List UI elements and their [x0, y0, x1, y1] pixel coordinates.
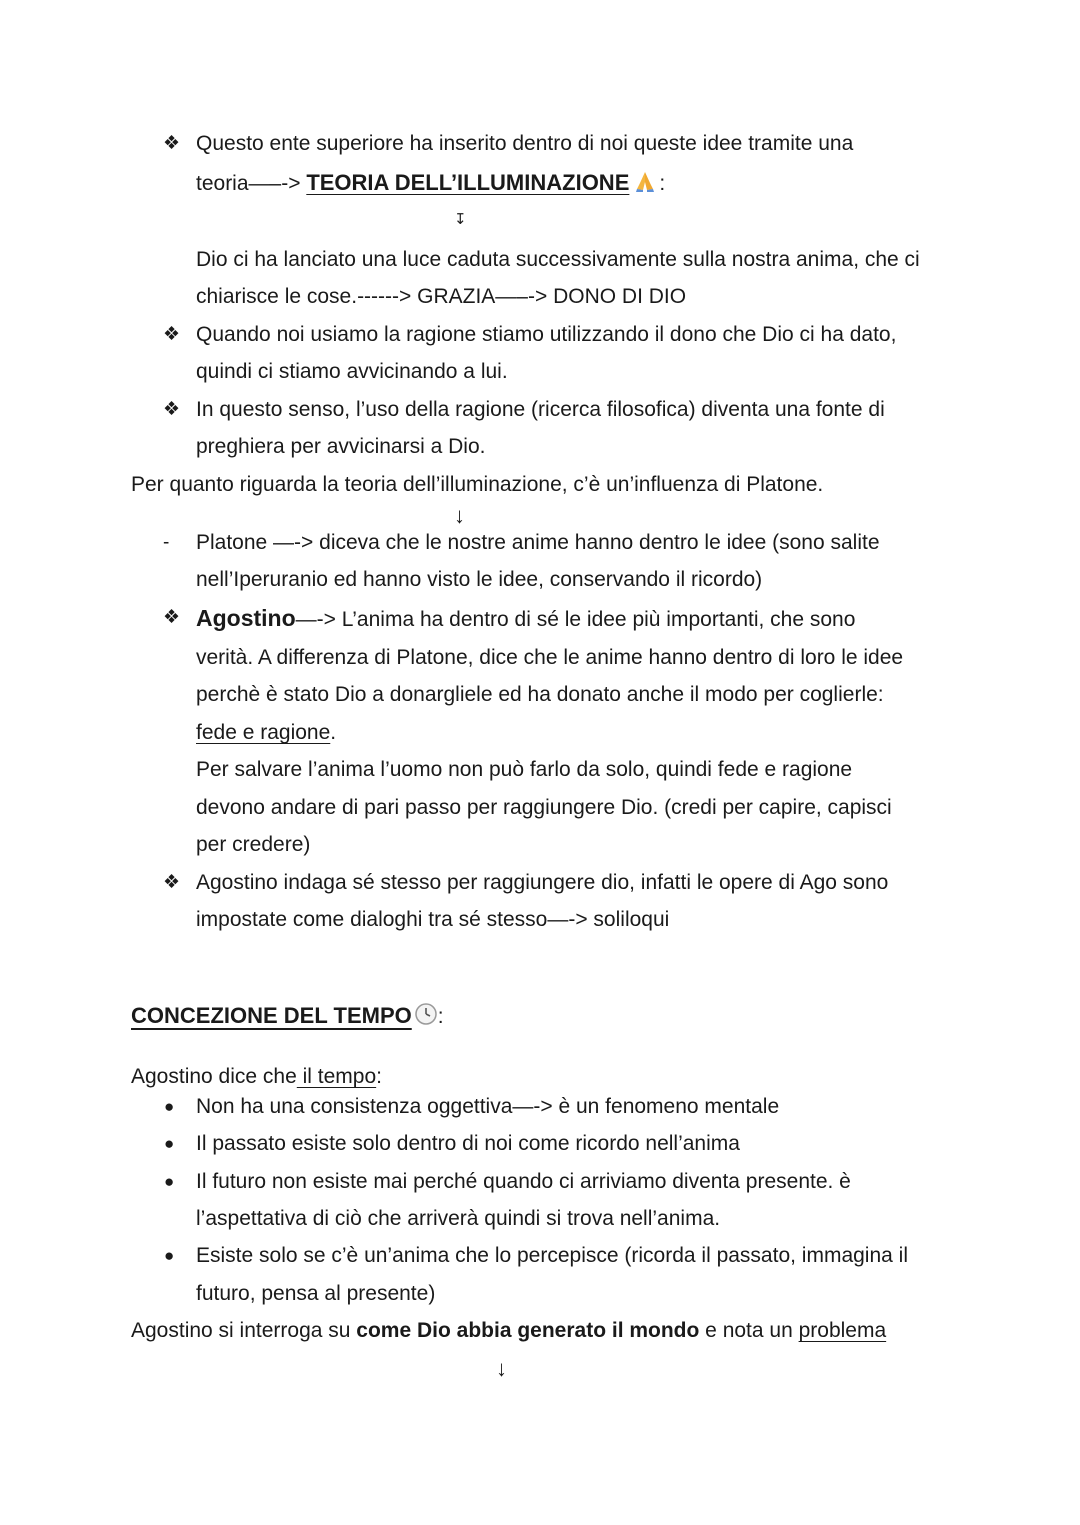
underlined-phrase: problema: [798, 1319, 887, 1342]
dot-bullet: ●: [164, 1097, 175, 1116]
text-fragment: e nota un: [699, 1319, 799, 1342]
text-line: Il passato esiste solo dentro di noi come ricordo nell’anima: [196, 1132, 740, 1155]
text-fragment: Agostino dice che: [131, 1065, 297, 1088]
heading-title: [131, 1003, 438, 1028]
text-line: l’aspettativa di ciò che arriverà quindi si trova nell’anima.: [196, 1207, 721, 1230]
theory-title: [306, 170, 659, 195]
text-line: futuro, pensa al presente): [196, 1282, 436, 1305]
dot-bullet: ●: [164, 1134, 175, 1153]
text-fragment: :: [659, 171, 666, 195]
text-line: [131, 1064, 382, 1090]
dot-bullet: ●: [164, 1172, 175, 1191]
arrow-down-icon: ↓: [454, 503, 465, 528]
text-line: Esiste solo se c’è un’anima che lo percepisce (ricorda il passato, immagina il: [196, 1244, 908, 1267]
agostino-label: Agostino: [196, 605, 296, 631]
text-line: nell’Iperuranio ed hanno visto le idee, conservando il ricordo): [196, 568, 763, 591]
text-line: Il futuro non esiste mai perché quando ci arriviamo diventa presente. è: [196, 1170, 851, 1193]
arrow-down-icon: ↓: [496, 1356, 507, 1381]
text-line: [196, 605, 855, 633]
bold-phrase: come Dio abbia generato il mondo: [356, 1319, 700, 1342]
text-line: [196, 720, 336, 746]
clock-icon: [414, 1002, 438, 1032]
dash-bullet: -: [163, 532, 170, 553]
praying-hands-icon: [631, 169, 659, 199]
arrow-down-icon: ↧: [454, 211, 467, 228]
text-line: verità. A differenza di Platone, dice che le anime hanno dentro di loro le idee: [196, 646, 904, 669]
section-heading: [131, 1002, 444, 1032]
text-line: [131, 1318, 886, 1344]
text-line: per credere): [196, 833, 311, 856]
diamond-bullet: ❖: [163, 607, 181, 628]
diamond-bullet: ❖: [163, 133, 181, 154]
text-line: chiarisce le cose.------> GRAZIA—–-> DONO DI DIO: [196, 285, 687, 308]
diamond-bullet: ❖: [163, 399, 181, 420]
text-line: preghiera per avvicinarsi a Dio.: [196, 435, 486, 458]
paragraph: Per quanto riguarda la teoria dell’illuminazione, c’è un’influenza di Platone.: [131, 473, 824, 496]
text-line: Questo ente superiore ha inserito dentro di noi queste idee tramite una: [196, 132, 854, 155]
diamond-bullet: ❖: [163, 872, 181, 893]
text-line: perchè è stato Dio a donargliele ed ha donato anche il modo per coglierle:: [196, 683, 884, 706]
heading-text: CONCEZIONE DEL TEMPO: [131, 1002, 412, 1028]
dot-bullet: ●: [164, 1246, 175, 1265]
theory-title-text: TEORIA DELL’ILLUMINAZIONE: [306, 169, 630, 195]
text-line: [196, 169, 665, 199]
text-line: Platone —-> diceva che le nostre anime hanno dentro le idee (sono salite: [196, 531, 880, 554]
text-line: impostate come dialoghi tra sé stesso—-> soliloqui: [196, 908, 670, 931]
text-line: devono andare di pari passo per raggiungere Dio. (credi per capire, capisci: [196, 796, 892, 819]
text-line: Agostino indaga sé stesso per raggiungere dio, infatti le opere di Ago sono: [196, 871, 889, 894]
text-fragment: :: [437, 1004, 444, 1028]
text-line: In questo senso, l’uso della ragione (ricerca filosofica) diventa una fonte di: [196, 398, 885, 421]
diamond-bullet: ❖: [163, 324, 181, 345]
text-line: Dio ci ha lanciato una luce caduta successivamente sulla nostra anima, che ci: [196, 248, 920, 271]
text-line: Non ha una consistenza oggettiva—-> è un fenomeno mentale: [196, 1095, 780, 1118]
text-line: Quando noi usiamo la ragione stiamo utilizzando il dono che Dio ci ha dato,: [196, 323, 897, 346]
text-fragment: :: [376, 1065, 382, 1088]
text-line: quindi ci stiamo avvicinando a lui.: [196, 360, 508, 383]
text-fragment: teoria—–->: [196, 171, 307, 195]
underlined-phrase: fede e ragione: [196, 721, 331, 744]
text-fragment: —-> L’anima ha dentro di sé le idee più importanti, che sono: [295, 608, 856, 631]
text-line: Per salvare l’anima l’uomo non può farlo da solo, quindi fede e ragione: [196, 758, 853, 781]
underlined-phrase: il tempo: [296, 1065, 377, 1088]
text-fragment: .: [330, 721, 337, 744]
text-fragment: Agostino si interroga su: [131, 1319, 357, 1342]
